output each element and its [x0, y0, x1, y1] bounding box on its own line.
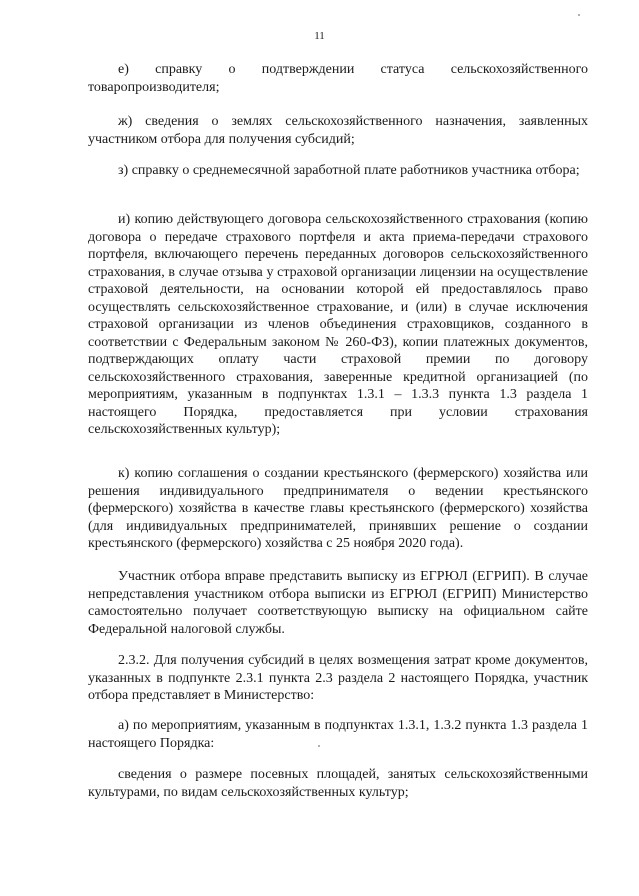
- paragraph-2-3-2: 2.3.2. Для получения субсидий в целях возмещения затрат кроме документов, указанных в подпункте 2.3.1 пункта 2.3 раздела 2 настоящего Порядка, участник отбора представляет в Министерство:: [88, 653, 588, 703]
- scan-speck: [578, 14, 580, 16]
- scan-speck: [318, 745, 320, 747]
- paragraph-sown-area-info: сведения о размере посевных площадей, занятых сельскохозяйственными культурами, по видам сельскохозяйственных культур;: [88, 767, 588, 800]
- paragraph-i-insurance-contract: и) копию действующего договора сельскохозяйственного страхования (копию договора о передаче страхового портфеля и акта приема-передачи страхового портфеля, включающего перечень переданных договоров сельскохозяйственного страхования, в случае отзыва у страховой организации лицензии на осуществление страховой деятельности, на основании которой ей предоставлялось право осуществлять сельскохозяйственное страхование, и (или) в случае исключения страховой организации из членов объединения страховщиков, созданного в соответствии с Федеральным законом № 260-ФЗ), копии платежных документов, подтверждающих оплату части страховой премии по договору сельскохозяйственного страхования, заверенные кредитной организацией (по мероприятиям, указанным в подпунктах 1.3.1 – 1.3.3 пункта 1.3 раздела 1 настоящего Порядка, предоставляется при условии страхования сельскохозяйственных культур);: [88, 212, 588, 437]
- paragraph-z-average-salary: з) справку о среднемесячной заработной плате работников участника отбора;: [118, 163, 580, 178]
- page-number: 11: [314, 30, 325, 42]
- paragraph-egrul-extract: Участник отбора вправе представить выписку из ЕГРЮЛ (ЕГРИП). В случае непредставления участником отбора выписки из ЕГРЮЛ (ЕГРИП) Министерство самостоятельно получает соответствующую выписку на официальном сайте Федеральной налоговой службы.: [88, 569, 588, 637]
- paragraph-a-measures: а) по мероприятиям, указанным в подпунктах 1.3.1, 1.3.2 пункта 1.3 раздела 1 настоящего Порядка:: [88, 718, 588, 751]
- paragraph-k-farm-agreement: к) копию соглашения о создании крестьянского (фермерского) хозяйства или решения индивидуального предпринимателя о ведении крестьянского (фермерского) хозяйства в качестве главы крестьянского (фермерского) хозяйства (для индивидуальных предпринимателей, принявших решение о создании крестьянского (фермерского) хозяйства с 25 ноября 2020 года).: [88, 466, 588, 551]
- paragraph-zh-agricultural-lands: ж) сведения о землях сельскохозяйственного назначения, заявленных участником отбора для получения субсидий;: [88, 114, 588, 147]
- paragraph-e-status-certificate: е) справку о подтверждении статуса сельскохозяйственного товаропроизводителя;: [88, 62, 588, 95]
